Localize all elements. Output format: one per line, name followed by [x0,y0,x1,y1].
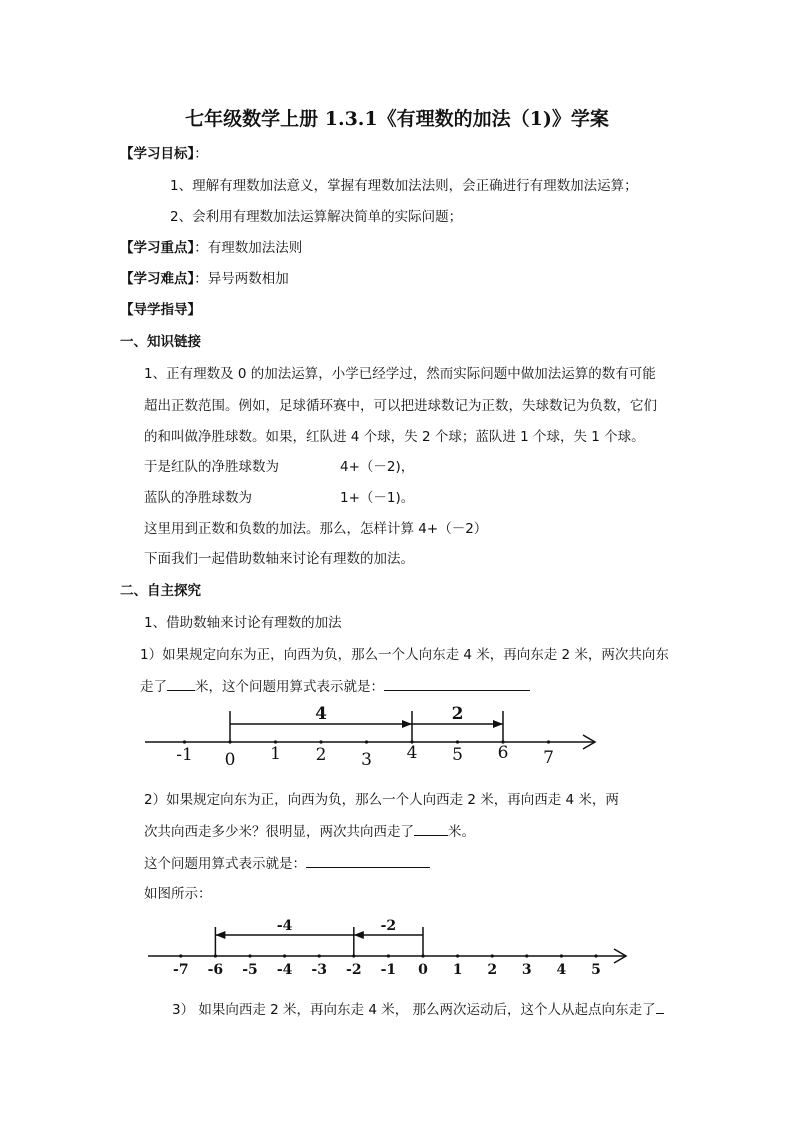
tick-label: -6 [207,962,224,978]
tick-label: 6 [497,743,509,763]
number-line-1 [140,705,610,775]
objectives-heading [120,144,208,164]
blue-team-label: 蓝队的净胜球数为 [144,490,252,506]
difficulty-text: ：异号两数相加 [194,271,289,287]
tick-label: 4 [406,743,418,763]
tick-dot [491,954,494,957]
question2-expression-text: 这个问题用算式表示就是： [144,856,306,872]
span-arrowhead-icon [402,720,412,728]
tick-label: 5 [452,745,463,765]
tick-label: -1 [176,745,193,765]
span-label: 2 [451,705,464,724]
section2-heading: 二、自主探究 [120,583,201,599]
red-team-label: 于是红队的净胜球数为 [144,459,279,475]
span-arrowhead-icon [493,720,503,728]
question2-blank-distance[interactable] [414,821,448,836]
section1-paragraph-1: 1、正有理数及 0 的加法运算，小学已经学过，然而实际问题中做加法运算的数有可能 [144,366,656,382]
tick-label: -7 [173,962,189,978]
number-line-1-marks [145,705,595,770]
focus-line [120,238,302,258]
section2-subheading: 1、借助数轴来讨论有理数的加法 [144,615,342,631]
question1-text-a: 走了 [140,679,167,695]
difficulty-label: 【学习难点】 [120,271,195,287]
section1-heading: 一、知识链接 [120,334,201,350]
tick-label: 3 [361,750,372,770]
objective-1: 1、理解有理数加法意义，掌握有理数加法法则，会正确进行有理数加法运算； [170,178,638,194]
section1-paragraph-2: 超出正数范围。例如，足球循环赛中，可以把进球数记为正数，失球数记为负数，它们 [144,398,657,414]
question2-expression-line [144,853,430,874]
tick-label: 0 [418,962,428,978]
tick-label: 5 [591,962,601,978]
tick-label: 4 [556,962,567,978]
objectives-label: 【学习目标】 [120,146,195,162]
section1-paragraph-5: 下面我们一起借助数轴来讨论有理数的加法。 [144,551,414,567]
tick-label: -3 [311,962,327,978]
section1-paragraph-4: 这里用到正数和负数的加法。那么，怎样计算 4+（－2） [144,521,488,537]
span-arrowhead-icon [354,931,364,939]
tick-dot [248,954,251,957]
number-line-2 [140,918,640,980]
tick-label: 7 [543,748,554,768]
tick-dot [560,954,563,957]
question2-line1: 2）如果规定向东为正，向西为负，那么一个人向西走 2 米，再向西走 4 米，两 [144,792,619,808]
question1-text-b: 米，这个问题用算式表示就是： [195,679,384,695]
question2-text-a: 次共向西走多少米？很明显，两次共向西走了 [144,824,414,840]
page-title: 七年级数学上册 1.3.1《有理数的加法（1)》学案 [185,108,609,130]
span-label: -4 [276,918,293,934]
tick-dot [283,954,286,957]
red-team-expression: 4+（－2)， [340,459,415,475]
question1-line1: 1）如果规定向东为正，向西为负，那么一个人向东走 4 米，再向东走 2 米，两次共向东 [140,647,669,663]
tick-dot [179,954,182,957]
span-arrowhead-icon [215,931,225,939]
tick-label: -2 [346,962,362,978]
focus-label: 【学习重点】 [120,240,195,256]
tick-dot [456,954,459,957]
tick-label: -5 [242,962,258,978]
question2-blank-expression[interactable] [306,853,430,868]
question3-text: 3） 如果向西走 2 米，再向东走 4 米， 那么两次运动后，这个人从起点向东走了 [172,1002,656,1018]
tick-label: -4 [276,962,293,978]
section1-paragraph-3: 的和叫做净胜球数。如果，红队进 4 个球，失 2 个球；蓝队进 1 个球，失 1 个球。 [144,429,645,445]
question1-line2 [140,676,530,697]
span-label: -2 [380,918,397,934]
guide-heading: 【导学指导】 [120,302,201,318]
tick-label: 2 [315,745,327,765]
tick-label: 2 [487,962,498,978]
tick-dot [319,740,322,743]
difficulty-line [120,269,289,289]
objective-2: 2、会利用有理数加法运算解决简单的实际问题； [170,209,463,225]
question2-line2 [144,821,475,842]
tick-dot [525,954,528,957]
question3-blank[interactable] [656,999,664,1014]
span-label: 4 [315,705,327,724]
objectives-colon: ： [194,146,208,162]
tick-label: 0 [224,750,236,770]
tick-dot [183,740,186,743]
number-line-2-marks [148,918,626,978]
question2-text-b: 米。 [448,824,475,840]
tick-label: 3 [521,962,532,978]
tick-dot [456,740,459,743]
blue-team-expression: 1+（－1)。 [340,490,415,506]
tick-label: 1 [452,962,463,978]
tick-dot [547,740,550,743]
question3-line [172,999,664,1020]
tick-label: -1 [380,962,397,978]
question2-figure-caption: 如图所示： [144,886,212,902]
tick-label: 1 [270,744,281,764]
tick-dot [318,954,321,957]
question1-blank-expression[interactable] [384,676,530,691]
question1-blank-distance[interactable] [167,676,195,691]
tick-dot [365,740,368,743]
focus-text: ：有理数加法法则 [194,240,303,256]
tick-dot [594,954,597,957]
tick-dot [387,954,390,957]
